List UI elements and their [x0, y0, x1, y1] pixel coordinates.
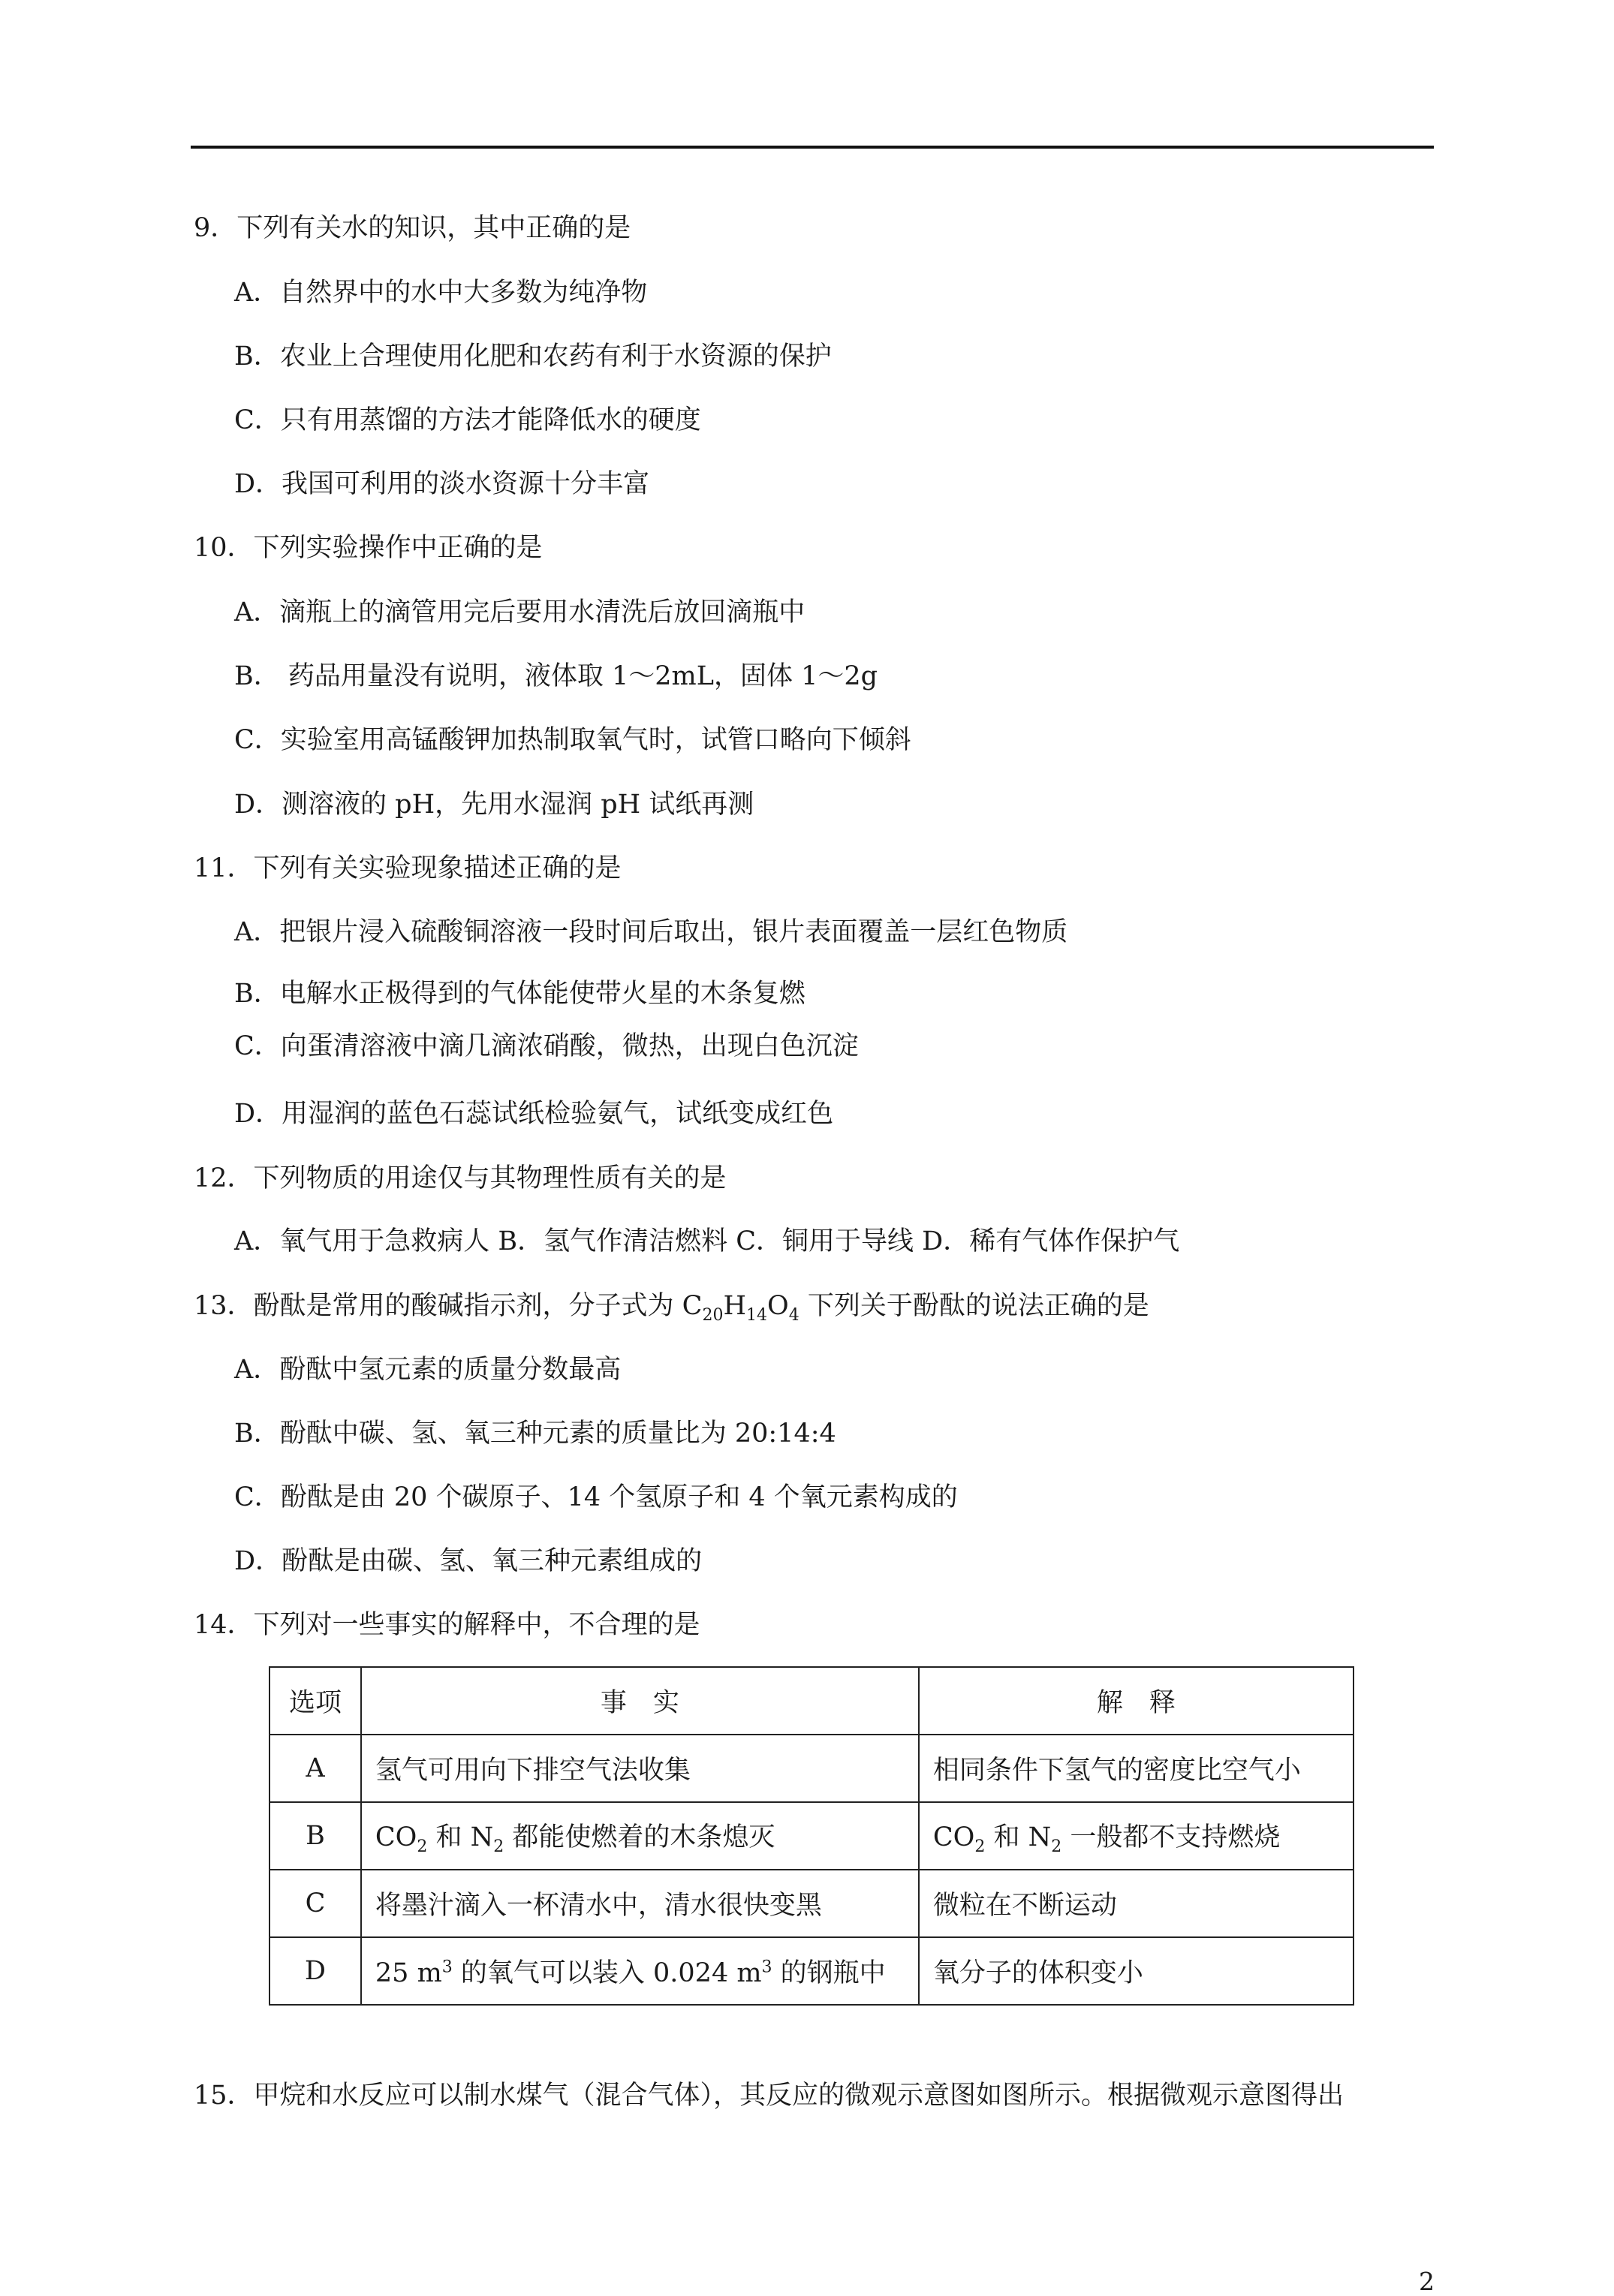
q10-option-b: B． 药品用量没有说明，液体取 1～2mL，固体 1～2g — [234, 661, 878, 691]
table-row — [270, 1735, 1354, 1802]
table-row — [270, 1937, 1354, 2005]
page-number: 2 — [1419, 2267, 1435, 2296]
row-option: C — [270, 1870, 361, 1937]
q13-option-a: A．酚酞中氢元素的质量分数最高 — [234, 1355, 622, 1385]
subscript: 14 — [745, 1306, 767, 1325]
question-13-stem — [194, 1289, 1149, 1332]
row-explanation: 氧分子的体积变小 — [919, 1937, 1354, 2005]
row-option: B — [270, 1802, 361, 1870]
question-12-stem: 12．下列物质的用途仅与其物理性质有关的是 — [194, 1163, 727, 1193]
q13-stem-part: 13．酚酞是常用的酸碱指示剂，分子式为 C — [194, 1291, 703, 1321]
text: 都能使燃着的木条熄灭 — [504, 1822, 775, 1852]
q13-stem-part: O — [766, 1291, 789, 1321]
q11-option-d: D．用湿润的蓝色石蕊试纸检验氨气，试纸变成红色 — [234, 1099, 834, 1129]
question-15-stem: 15．甲烷和水反应可以制水煤气（混合气体），其反应的微观示意图如图所示。根据微观示意图得出 — [194, 2081, 1344, 2111]
question-11-stem: 11．下列有关实验现象描述正确的是 — [194, 853, 622, 883]
q11-option-c: C．向蛋清溶液中滴几滴浓硝酸，微热，出现白色沉淀 — [234, 1031, 859, 1061]
row-explanation: 相同条件下氢气的密度比空气小 — [919, 1735, 1354, 1802]
superscript: 3 — [441, 1957, 453, 1977]
q9-option-d: D．我国可利用的淡水资源十分丰富 — [234, 469, 650, 499]
q9-option-c: C．只有用蒸馏的方法才能降低水的硬度 — [234, 405, 701, 435]
q12-options: A．氧气用于急救病人 B．氢气作清洁燃料 C．铜用于导线 D．稀有气体作保护气 — [234, 1226, 1180, 1256]
text: 的氧气可以装入 0.024 m — [452, 1958, 762, 1988]
q10-option-c: C．实验室用高锰酸钾加热制取氧气时，试管口略向下倾斜 — [234, 725, 911, 755]
text: 和 N — [427, 1822, 494, 1852]
subscript: 2 — [493, 1837, 504, 1856]
q13-option-c: C．酚酞是由 20 个碳原子、14 个氢原子和 4 个氧元素构成的 — [234, 1482, 958, 1512]
superscript: 3 — [761, 1957, 772, 1977]
q9-option-a: A．自然界中的水中大多数为纯净物 — [234, 278, 648, 308]
table-row — [270, 1870, 1354, 1937]
table-header-fact: 事 实 — [361, 1667, 919, 1735]
q10-option-d: D．测溶液的 pH，先用水湿润 pH 试纸再测 — [234, 790, 754, 820]
question-9-stem: 9．下列有关水的知识，其中正确的是 — [194, 213, 631, 243]
q11-option-b: B．电解水正极得到的气体能使带火星的木条复燃 — [234, 979, 805, 1009]
table-row — [270, 1802, 1354, 1870]
q11-option-a: A．把银片浸入硫酸铜溶液一段时间后取出，银片表面覆盖一层红色物质 — [234, 917, 1068, 947]
table-header-option: 选项 — [270, 1667, 361, 1735]
row-fact — [361, 1802, 919, 1870]
subscript: 2 — [974, 1837, 986, 1856]
q13-option-d: D．酚酞是由碳、氢、氧三种元素组成的 — [234, 1546, 703, 1576]
text: 一般都不支持燃烧 — [1061, 1822, 1281, 1852]
facts-explanations-table — [269, 1666, 1354, 2006]
subscript: 4 — [788, 1306, 799, 1325]
row-explanation — [919, 1802, 1354, 1870]
subscript: 2 — [417, 1837, 428, 1856]
table-header-explanation: 解 释 — [919, 1667, 1354, 1735]
q13-stem-part: 下列关于酚酞的说法正确的是 — [799, 1291, 1149, 1321]
q9-option-b: B．农业上合理使用化肥和农药有利于水资源的保护 — [234, 342, 832, 372]
question-14-stem: 14．下列对一些事实的解释中，不合理的是 — [194, 1610, 700, 1640]
subscript: 2 — [1051, 1837, 1062, 1856]
table-header-row — [270, 1667, 1354, 1735]
text: 和 N — [985, 1822, 1052, 1852]
q13-option-b: B．酚酞中碳、氢、氧三种元素的质量比为 20:14:4 — [234, 1419, 836, 1449]
text: 的钢瓶中 — [772, 1958, 886, 1988]
header-rule — [191, 146, 1434, 149]
row-fact — [361, 1937, 919, 2005]
row-option: D — [270, 1937, 361, 2005]
text: CO — [375, 1822, 417, 1852]
text: 25 m — [375, 1958, 442, 1988]
text: CO — [932, 1822, 975, 1852]
q10-option-a: A．滴瓶上的滴管用完后要用水清洗后放回滴瓶中 — [234, 597, 805, 627]
question-10-stem: 10．下列实验操作中正确的是 — [194, 533, 543, 563]
row-explanation: 微粒在不断运动 — [919, 1870, 1354, 1937]
row-fact: 氢气可用向下排空气法收集 — [361, 1735, 919, 1802]
q13-stem-part: H — [723, 1291, 746, 1321]
row-option: A — [270, 1735, 361, 1802]
row-fact: 将墨汁滴入一杯清水中，清水很快变黑 — [361, 1870, 919, 1937]
subscript: 20 — [702, 1306, 724, 1325]
